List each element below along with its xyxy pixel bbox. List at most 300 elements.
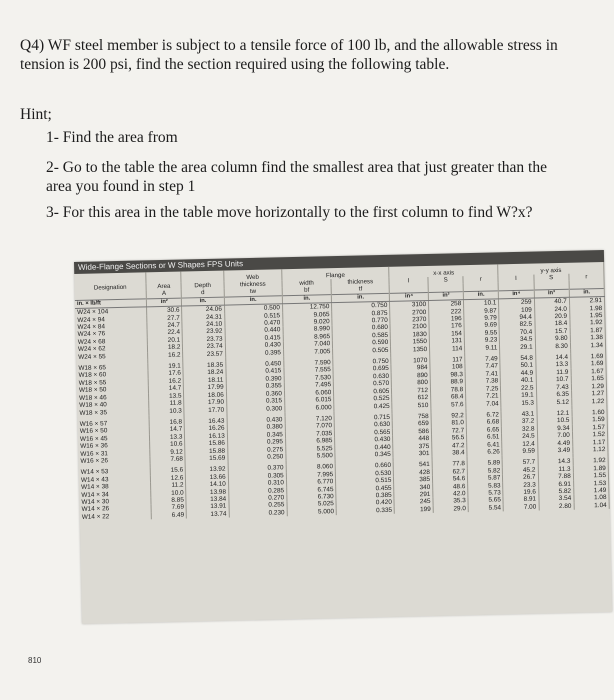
table-cell: 24.5 [502, 433, 537, 441]
table-cell: 6.000 [285, 404, 335, 413]
designation-cell: W16 × 45 [78, 434, 150, 443]
table-cell: 7.88 [538, 473, 573, 481]
table-cell: 38.4 [432, 449, 467, 457]
table-cell: 14.3 [538, 458, 573, 466]
designation-cell: W24 × 104 [75, 307, 147, 317]
table-cell: 1.12 [573, 446, 608, 454]
table-cell: 0.750 [333, 358, 391, 367]
unit-cell: in³ [428, 291, 463, 300]
table-cell: 0.875 [332, 309, 390, 318]
unit-cell: in. [463, 291, 498, 300]
column-header: Area [146, 283, 181, 291]
table-cell: 222 [429, 308, 464, 316]
designation-cell: W14 × 53 [79, 468, 151, 477]
table-cell: 1.95 [570, 312, 605, 320]
table-cell: 1.27 [571, 390, 606, 398]
table-cell: 7.005 [283, 348, 333, 357]
table-cell: 13.92 [186, 466, 228, 474]
designation-cell: W18 × 55 [77, 378, 149, 387]
table-cell: 16.8 [149, 418, 184, 426]
table-cell: 0.515 [336, 477, 394, 486]
table-cell: 9.23 [465, 337, 500, 345]
table-cell: 5.000 [287, 508, 337, 517]
table-cell: 0.570 [334, 380, 392, 389]
table-cell: 56.5 [432, 434, 467, 442]
designation-cell: W16 × 31 [78, 449, 150, 458]
hint-label: Hint; [20, 106, 52, 123]
table-cell: 0.420 [336, 499, 394, 508]
table-cell: 27.7 [147, 314, 182, 322]
table-cell: 8.990 [283, 326, 333, 335]
column-header: r [463, 275, 498, 283]
table-cell: 0.230 [229, 509, 287, 518]
table-cell: 108 [430, 364, 465, 372]
table-cell: 9.11 [465, 344, 500, 352]
table-cell: 24.0 [534, 305, 569, 313]
table-cell: 258 [429, 300, 464, 309]
column-header: I [389, 277, 428, 285]
table-cell: 23.57 [183, 350, 225, 358]
table-cell: 14.4 [535, 354, 570, 362]
column-header: r [569, 273, 604, 281]
column-symbol: bf [282, 287, 332, 296]
table-cell: 34.5 [500, 336, 535, 344]
table-cell: 54.6 [432, 475, 467, 483]
table-cell: 5.65 [468, 497, 503, 505]
table-cell: 43.1 [501, 410, 536, 418]
table-cell: 7.035 [285, 430, 335, 439]
table-cell: 42.0 [433, 490, 468, 498]
xx-axis-group-header: x-x axis [389, 264, 498, 277]
flange-group-header: Flange [282, 267, 390, 280]
table-cell: 11.3 [538, 465, 573, 473]
table-cell: 98.3 [430, 371, 465, 379]
table-cell: 758 [392, 413, 431, 421]
table-cell: 29.1 [500, 343, 535, 351]
table-cell: 6.35 [536, 391, 571, 399]
table-cell: 1550 [391, 338, 430, 346]
table-cell: 7.495 [284, 381, 334, 390]
table-cell: 24.10 [182, 321, 224, 329]
table-cell: 612 [392, 394, 431, 402]
table-cell: 0.630 [333, 373, 391, 382]
table-cell: 7.04 [466, 400, 501, 408]
column-symbol: tw [224, 288, 282, 297]
table-cell: 448 [393, 435, 432, 443]
table-cell: 8.965 [283, 333, 333, 342]
table-cell: 9.020 [283, 318, 333, 327]
table-cell: 7.555 [284, 367, 334, 376]
table-cell: 7.69 [151, 504, 186, 512]
table-cell: 1.52 [572, 431, 607, 439]
table-cell: 5.525 [286, 445, 336, 454]
table-cell: 0.300 [227, 405, 285, 414]
table-cell: 890 [391, 372, 430, 380]
table-cell: 6.015 [284, 396, 334, 405]
table-cell: 0.345 [227, 431, 285, 440]
table-cell: 0.255 [229, 502, 287, 511]
unit-cell: in³ [534, 289, 569, 298]
table-cell: 11.2 [151, 482, 186, 490]
table-cell: 0.250 [228, 453, 286, 462]
table-body [75, 297, 609, 521]
table-cell: 117 [430, 356, 465, 364]
table-cell: 8.91 [503, 496, 538, 504]
table-cell: 5.12 [536, 398, 571, 406]
table-cell: 94.4 [499, 314, 534, 322]
table-cell: 0.345 [335, 451, 393, 460]
table-cell: 1.34 [570, 342, 605, 350]
table-cell: 45.2 [503, 466, 538, 474]
table-cell: 1.92 [570, 319, 605, 327]
designation-cell: W24 × 84 [75, 322, 147, 331]
table-cell: 5.82 [538, 488, 573, 496]
table-cell: 22.4 [147, 329, 182, 337]
table-cell: 1.22 [571, 397, 606, 405]
table-cell: 18.4 [535, 320, 570, 328]
column-symbol: tf [331, 285, 389, 294]
table-cell: 7.68 [150, 455, 185, 463]
table-cell: 10.7 [536, 376, 571, 384]
table-cell: 1.89 [573, 465, 608, 473]
table-cell: 0.295 [227, 438, 285, 447]
table-cell: 0.440 [225, 327, 283, 336]
table-cell: 11.8 [149, 400, 184, 408]
table-cell: 15.69 [185, 455, 227, 463]
column-header: I [498, 275, 533, 283]
table-cell: 23.92 [182, 328, 224, 336]
table-cell: 15.86 [185, 440, 227, 448]
table-cell: 40.1 [501, 377, 536, 385]
table-cell: 26.7 [503, 474, 538, 482]
table-cell: 13.3 [535, 361, 570, 369]
table-cell: 0.470 [225, 319, 283, 328]
unit-cell: in. [282, 294, 332, 304]
table-cell: 7.25 [466, 385, 501, 393]
designation-cell: W24 × 94 [75, 315, 147, 324]
designation-cell: W18 × 46 [77, 393, 149, 402]
table-cell: 6.26 [467, 448, 502, 456]
table-cell: 0.355 [226, 383, 284, 392]
table-cell: 24.06 [182, 305, 224, 314]
table-cell: 586 [393, 428, 432, 436]
table-cell: 0.530 [336, 470, 394, 479]
table-cell: 0.380 [227, 424, 285, 433]
table-cell: 5.82 [467, 467, 502, 475]
table-cell: 9.79 [464, 314, 499, 322]
table-cell: 12.6 [151, 474, 186, 482]
table-cell: 32.8 [502, 425, 537, 433]
hint-step-1: 1- Find the area from [46, 129, 178, 146]
table-cell: 19.1 [501, 392, 536, 400]
table-cell: 340 [394, 483, 433, 491]
designation-cell: W14 × 43 [79, 475, 151, 484]
column-header: Depth [181, 282, 223, 290]
designation-cell: W18 × 35 [77, 408, 149, 417]
table-cell: 35.3 [433, 497, 468, 505]
table-cell: 0.430 [335, 436, 393, 445]
table-cell: 0.310 [228, 479, 286, 488]
table-cell: 88.9 [430, 378, 465, 386]
unit-cell: in. [569, 288, 604, 297]
table-cell: 5.89 [467, 460, 502, 468]
table-cell: 82.5 [499, 321, 534, 329]
table-cell: 16.13 [185, 432, 227, 440]
table-cell: 7.00 [503, 503, 538, 511]
table-cell: 6.49 [151, 511, 186, 519]
designation-cell: W14 × 26 [80, 505, 152, 514]
table-cell: 17.6 [148, 370, 183, 378]
table-cell: 9.34 [537, 424, 572, 432]
table-cell: 15.6 [150, 467, 185, 475]
page-number: 810 [28, 656, 42, 665]
table-cell: 50.1 [500, 362, 535, 370]
table-cell: 0.360 [226, 390, 284, 399]
wide-flange-table [74, 262, 609, 521]
table-cell: 1.04 [574, 502, 609, 510]
table-cell: 245 [394, 498, 433, 506]
table-cell: 154 [429, 330, 464, 338]
table-cell: 7.43 [536, 383, 571, 391]
table-cell: 12.750 [282, 303, 332, 312]
designation-cell: W16 × 26 [78, 456, 150, 465]
table-cell: 0.430 [225, 342, 283, 351]
table-cell: 0.370 [228, 465, 286, 474]
table-cell: 15.7 [535, 328, 570, 336]
table-cell: 77.8 [432, 460, 467, 468]
designation-cell: W18 × 40 [77, 400, 149, 409]
table-cell: 62.7 [432, 468, 467, 476]
table-cell: 0.395 [225, 349, 283, 358]
table-cell: 0.585 [332, 332, 390, 341]
table-cell: 6.51 [467, 433, 502, 441]
column-header: Designation [75, 283, 147, 292]
table-cell: 1.87 [570, 327, 605, 335]
table-cell: 0.385 [336, 492, 394, 501]
table-cell: 18.2 [148, 344, 183, 352]
table-cell: 15.3 [501, 399, 536, 407]
table-cell: 10.5 [537, 417, 572, 425]
table-cell: 17.70 [184, 406, 226, 414]
table-cell: 14.10 [186, 481, 228, 489]
unit-cell: in⁴ [499, 290, 534, 299]
table-cell: 22.5 [501, 384, 536, 392]
table-cell: 1.67 [571, 368, 606, 376]
hint-step-3: 3- For this area in the table move horizontally to the first column to find W?x? [46, 204, 533, 221]
column-symbol: A [146, 290, 181, 299]
unit-cell: in. [332, 293, 390, 303]
table-cell: 7.040 [283, 340, 333, 349]
table-cell: 19.1 [148, 363, 183, 371]
table-cell: 0.415 [225, 334, 283, 343]
table-cell: 7.47 [465, 363, 500, 371]
table-cell: 11.9 [536, 369, 571, 377]
table-cell: 37.2 [502, 418, 537, 426]
table-cell: 800 [392, 379, 431, 387]
table-cell: 7.995 [286, 471, 336, 480]
table-cell: 428 [394, 469, 433, 477]
table-cell: 13.66 [186, 473, 228, 481]
table-cell: 18.24 [183, 369, 225, 377]
table-cell: 16.26 [185, 425, 227, 433]
table-cell: 7.49 [465, 355, 500, 363]
table-cell: 9.80 [535, 335, 570, 343]
table-cell: 57.7 [502, 459, 537, 467]
table-cell: 24.31 [182, 313, 224, 321]
table-cell: 0.565 [335, 429, 393, 438]
table-cell: 9.59 [502, 447, 537, 455]
table-cell: 0.415 [226, 368, 284, 377]
table-cell: 13.74 [187, 510, 229, 518]
table-cell: 7.38 [465, 378, 500, 386]
table-cell: 1830 [390, 331, 429, 339]
table-cell: 10.6 [150, 441, 185, 449]
table-cell: 131 [429, 337, 464, 345]
table-cell: 0.305 [228, 472, 286, 481]
table-cell: 1.98 [569, 305, 604, 313]
table-cell: 6.730 [287, 493, 337, 502]
table-cell: 0.390 [226, 375, 284, 384]
table-cell: 54.8 [500, 355, 535, 363]
table-cell: 70.4 [500, 328, 535, 336]
table-cell: 1070 [391, 357, 430, 365]
designation-cell: W24 × 62 [76, 345, 148, 354]
table-cell: 0.315 [226, 397, 284, 406]
table-cell: 92.2 [431, 412, 466, 420]
table-cell: 6.060 [284, 389, 334, 398]
table-cell: 13.84 [186, 496, 228, 504]
table-cell: 0.425 [334, 402, 392, 411]
table-cell: 6.91 [538, 480, 573, 488]
table-cell: 0.455 [336, 484, 394, 493]
table-cell: 13.91 [186, 503, 228, 511]
table-cell: 18.35 [183, 362, 225, 370]
table-cell: 23.3 [503, 481, 538, 489]
table-cell: 659 [393, 420, 432, 428]
table-cell: 196 [429, 315, 464, 323]
table-cell: 5.87 [468, 474, 503, 482]
table-cell: 5.83 [468, 482, 503, 490]
table-cell: 7.070 [285, 422, 335, 431]
table-cell: 18.06 [184, 391, 226, 399]
table-cell: 16.43 [184, 417, 226, 425]
table-cell: 2.91 [569, 297, 604, 306]
table-cell: 23.73 [183, 335, 225, 343]
designation-cell: W14 × 38 [79, 482, 151, 491]
column-header: thickness [331, 278, 389, 287]
table-cell: 0.275 [227, 446, 285, 455]
designation-cell: W14 × 34 [79, 490, 151, 499]
table-cell: 1.08 [574, 494, 609, 502]
table-cell: 0.695 [333, 365, 391, 374]
table-cell: 44.9 [500, 369, 535, 377]
table-cell: 8.30 [535, 342, 570, 350]
table-cell: 10.1 [464, 299, 499, 308]
table-cell: 14.7 [149, 385, 184, 393]
table-cell: 40.7 [534, 297, 569, 306]
designation-cell: W18 × 50 [77, 386, 149, 395]
table-cell: 5.73 [468, 489, 503, 497]
table-cell: 9.12 [150, 448, 185, 456]
table-cell: 1.55 [573, 472, 608, 480]
table-cell: 72.7 [431, 427, 466, 435]
table-cell: 78.8 [430, 386, 465, 394]
table-cell: 1.69 [571, 360, 606, 368]
table-cell: 81.0 [431, 419, 466, 427]
table-cell: 1.60 [572, 409, 607, 417]
table-cell: 1350 [391, 346, 430, 354]
table-cell: 12.1 [537, 410, 572, 418]
table-cell: 259 [499, 298, 534, 307]
table-cell: 385 [394, 476, 433, 484]
table-cell: 6.72 [466, 411, 501, 419]
table-cell: 510 [392, 401, 431, 409]
table-cell: 10.3 [149, 407, 184, 415]
table-cell: 57.6 [431, 401, 466, 409]
column-header: width [282, 279, 332, 288]
table-cell: 301 [393, 450, 432, 458]
table-cell: 5.025 [287, 500, 337, 509]
table-cell: 541 [393, 461, 432, 469]
table-cell: 7.120 [285, 415, 335, 424]
designation-cell: W16 × 50 [78, 427, 150, 436]
table-cell: 9.87 [464, 307, 499, 315]
designation-cell: W18 × 65 [76, 363, 148, 372]
table-cell: 712 [392, 387, 431, 395]
table-cell: 0.440 [335, 443, 393, 452]
table-cell: 7.21 [466, 392, 501, 400]
designation-cell: W16 × 57 [78, 419, 150, 428]
column-header: S [533, 274, 568, 282]
unit-cell: in. [224, 296, 282, 306]
table-cell: 7.590 [284, 359, 334, 368]
designation-cell: W18 × 60 [77, 371, 149, 380]
table-cell: 12.4 [502, 440, 537, 448]
column-symbol: d [182, 289, 224, 298]
table-cell: 3100 [390, 301, 429, 310]
table-cell: 17.90 [184, 399, 226, 407]
table-cell: 2100 [390, 323, 429, 331]
table-cell: 1.29 [571, 383, 606, 391]
table-cell: 19.6 [503, 488, 538, 496]
table-cell: 0.630 [334, 421, 392, 430]
column-header: thickness [224, 280, 282, 289]
table-cell: 23.74 [183, 343, 225, 351]
table-cell: 0.590 [333, 339, 391, 348]
table-cell: 1.57 [572, 424, 607, 432]
wide-flange-table-photo [74, 250, 612, 624]
designation-cell: W24 × 55 [76, 352, 148, 361]
table-cell: 1.59 [572, 416, 607, 424]
designation-cell: W14 × 22 [80, 512, 152, 521]
table-cell: 13.98 [186, 488, 228, 496]
table-cell: 1.38 [570, 334, 605, 342]
table-cell: 13.3 [150, 433, 185, 441]
unit-cell: in² [147, 298, 182, 307]
table-cell: 10.0 [151, 489, 186, 497]
table-cell: 176 [429, 323, 464, 331]
table-cell: 6.68 [466, 419, 501, 427]
table-cell: 2370 [390, 316, 429, 324]
table-cell: 1.65 [571, 375, 606, 383]
table-cell: 24.7 [147, 322, 182, 330]
table-cell: 15.88 [185, 447, 227, 455]
table-cell: 6.65 [467, 426, 502, 434]
table-cell: 6.985 [285, 437, 335, 446]
table-cell: 1.69 [570, 353, 605, 361]
table-cell: 0.770 [332, 317, 390, 326]
table-cell: 13.5 [149, 392, 184, 400]
